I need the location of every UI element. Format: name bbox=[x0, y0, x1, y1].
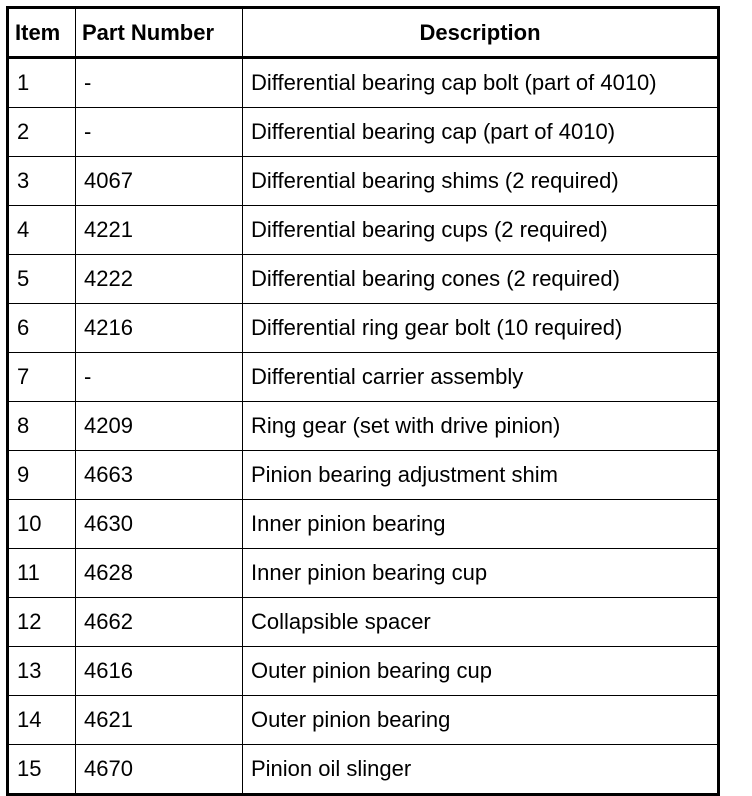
cell-description: Differential bearing cones (2 required) bbox=[243, 255, 719, 304]
cell-item: 15 bbox=[8, 745, 76, 795]
table-row bbox=[8, 108, 719, 157]
cell-description: Outer pinion bearing cup bbox=[243, 647, 719, 696]
column-header-part-number: Part Number bbox=[76, 8, 243, 58]
cell-description: Differential bearing cups (2 required) bbox=[243, 206, 719, 255]
table-row bbox=[8, 598, 719, 647]
cell-item: 5 bbox=[8, 255, 76, 304]
cell-part-number: 4621 bbox=[76, 696, 243, 745]
cell-part-number: - bbox=[76, 108, 243, 157]
cell-part-number: 4616 bbox=[76, 647, 243, 696]
table-row bbox=[8, 647, 719, 696]
table-row bbox=[8, 157, 719, 206]
cell-item: 6 bbox=[8, 304, 76, 353]
cell-part-number: 4670 bbox=[76, 745, 243, 795]
cell-part-number: 4216 bbox=[76, 304, 243, 353]
cell-description: Inner pinion bearing bbox=[243, 500, 719, 549]
cell-part-number: 4662 bbox=[76, 598, 243, 647]
cell-description: Ring gear (set with drive pinion) bbox=[243, 402, 719, 451]
cell-item: 4 bbox=[8, 206, 76, 255]
cell-part-number: 4630 bbox=[76, 500, 243, 549]
column-header-description: Description bbox=[243, 8, 719, 58]
table-row bbox=[8, 58, 719, 108]
cell-part-number: - bbox=[76, 58, 243, 108]
cell-description: Differential carrier assembly bbox=[243, 353, 719, 402]
cell-item: 7 bbox=[8, 353, 76, 402]
table-row bbox=[8, 500, 719, 549]
table-row bbox=[8, 696, 719, 745]
cell-item: 13 bbox=[8, 647, 76, 696]
cell-item: 14 bbox=[8, 696, 76, 745]
cell-description: Differential ring gear bolt (10 required) bbox=[243, 304, 719, 353]
table-row bbox=[8, 255, 719, 304]
cell-part-number: - bbox=[76, 353, 243, 402]
cell-description: Inner pinion bearing cup bbox=[243, 549, 719, 598]
cell-item: 10 bbox=[8, 500, 76, 549]
cell-item: 3 bbox=[8, 157, 76, 206]
cell-part-number: 4628 bbox=[76, 549, 243, 598]
table-row bbox=[8, 206, 719, 255]
table-header-row bbox=[8, 8, 719, 58]
cell-item: 8 bbox=[8, 402, 76, 451]
table-body bbox=[8, 58, 719, 795]
cell-item: 11 bbox=[8, 549, 76, 598]
cell-description: Differential bearing cap (part of 4010) bbox=[243, 108, 719, 157]
table-row bbox=[8, 549, 719, 598]
cell-part-number: 4222 bbox=[76, 255, 243, 304]
table-row bbox=[8, 402, 719, 451]
cell-item: 1 bbox=[8, 58, 76, 108]
cell-description: Pinion bearing adjustment shim bbox=[243, 451, 719, 500]
cell-part-number: 4221 bbox=[76, 206, 243, 255]
cell-description: Collapsible spacer bbox=[243, 598, 719, 647]
table-row bbox=[8, 451, 719, 500]
cell-item: 2 bbox=[8, 108, 76, 157]
cell-item: 12 bbox=[8, 598, 76, 647]
cell-item: 9 bbox=[8, 451, 76, 500]
cell-description: Differential bearing cap bolt (part of 4010) bbox=[243, 58, 719, 108]
cell-part-number: 4067 bbox=[76, 157, 243, 206]
table-row bbox=[8, 353, 719, 402]
column-header-item: Item bbox=[8, 8, 76, 58]
cell-description: Outer pinion bearing bbox=[243, 696, 719, 745]
cell-part-number: 4663 bbox=[76, 451, 243, 500]
cell-description: Pinion oil slinger bbox=[243, 745, 719, 795]
table-row bbox=[8, 745, 719, 795]
cell-part-number: 4209 bbox=[76, 402, 243, 451]
table-row bbox=[8, 304, 719, 353]
cell-description: Differential bearing shims (2 required) bbox=[243, 157, 719, 206]
parts-table bbox=[6, 6, 720, 796]
